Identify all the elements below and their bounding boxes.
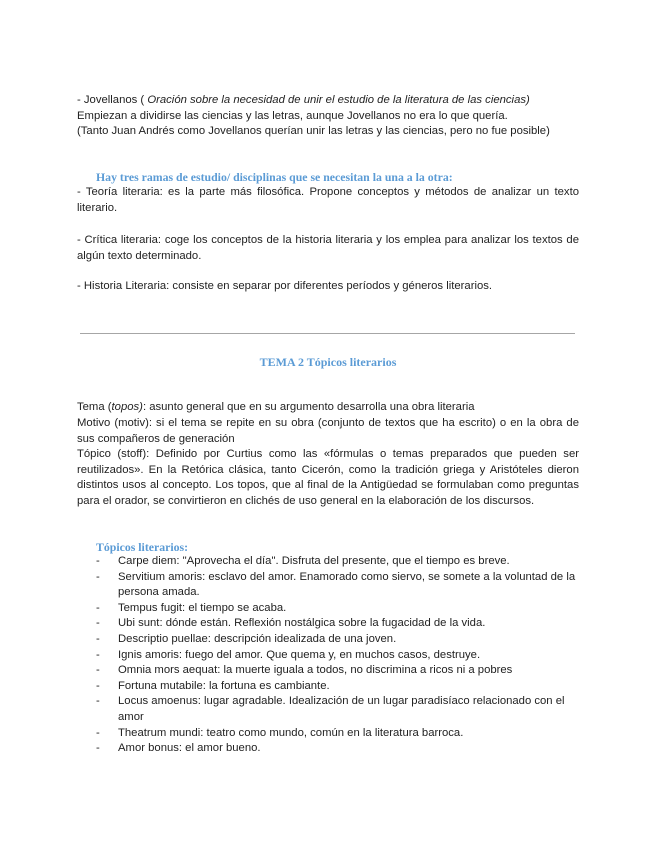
list-item: - Ubi sunt: dónde están. Reflexión nostálgica sobre la fugacidad de la vida. (96, 617, 486, 630)
section-divider (80, 333, 575, 334)
list-item: - Amor bonus: el amor bueno. (96, 742, 261, 755)
list-item: - Descriptio puellae: descripción idealizada de una joven. (96, 632, 397, 645)
intro-paragraph (77, 93, 579, 140)
teoria-literaria-paragraph: - Teoría literaria: es la parte más filosófica. Propone conceptos y métodos de analizar un texto literario. (77, 186, 579, 214)
list-item: - Carpe diem: "Aprovecha el día". Disfruta del presente, que el tiempo es breve. (96, 555, 510, 567)
intro-line-2: Empiezan a dividirse las ciencias y las letras, aunque Jovellanos no era lo que quería. (77, 109, 508, 122)
intro-line-3: (Tanto Juan Andrés como Jovellanos querían unir las letras y las ciencias, pero no fue posible) (77, 125, 550, 138)
motivo-definition: Motivo (motiv): si el tema se repite en su obra (conjunto de textos que ha escrito) o en la obra de sus compañeros de generación (77, 417, 579, 445)
jovellanos-work-title: Oración sobre la necesidad de unir el estudio de la literatura de las ciencias) (147, 94, 530, 106)
list-item: - Omnia mors aequat: la muerte iguala a todos, no discrimina a ricos ni a pobres (96, 664, 513, 677)
topicos-list (96, 554, 579, 757)
topico-definition: Tópico (stoff): Definido por Curtius como las «fórmulas o temas preparados que pueden ser reutilizados». En la Retórica clásica, tanto Cicerón, como la tradición griega y Aristóteles dieron distintos usos al concepto. Los topos, que al final de la Antigüedad se formulaban como preguntas para el orador, se convirtieron en clichés de uso general en la elaboración de los discursos. (77, 448, 579, 507)
historia-literaria-paragraph: - Historia Literaria: consiste en separar por diferentes períodos y géneros literarios. (77, 280, 493, 292)
list-item: - Fortuna mutabile: la fortuna es cambiante. (96, 679, 330, 692)
list-item: - Ignis amoris: fuego del amor. Que quema y, en muchos casos, destruye. (96, 648, 481, 661)
tema-definition: Tema (topos): asunto general que en su argumento desarrolla una obra literaria (77, 401, 475, 413)
list-item: - Tempus fugit: el tiempo se acaba. (96, 601, 287, 614)
tema-title: TEMA 2 Tópicos literarios (259, 355, 397, 369)
ramas-heading: Hay tres ramas de estudio/ disciplinas que se necesitan la una a la otra: (96, 170, 453, 184)
topicos-heading: Tópicos literarios: (96, 540, 189, 554)
list-item: - Theatrum mundi: teatro como mundo, común en la literatura barroca. (96, 726, 464, 739)
list-item: - Servitium amoris: esclavo del amor. Enamorado como siervo, se somete a la voluntad de la persona amada. (96, 570, 576, 599)
critica-literaria-paragraph: - Crítica literaria: coge los conceptos de la historia literaria y los emplea para analizar los textos de algún texto determinado. (77, 234, 579, 262)
list-item: - Locus amoenus: lugar agradable. Idealización de un lugar paradisíaco relacionado con el amor (96, 695, 565, 723)
topos-term: topos) (111, 401, 143, 413)
jovellanos-line: - Jovellanos ( Oración sobre la necesidad de unir el estudio de la literatura de las ciencias) (77, 94, 530, 106)
